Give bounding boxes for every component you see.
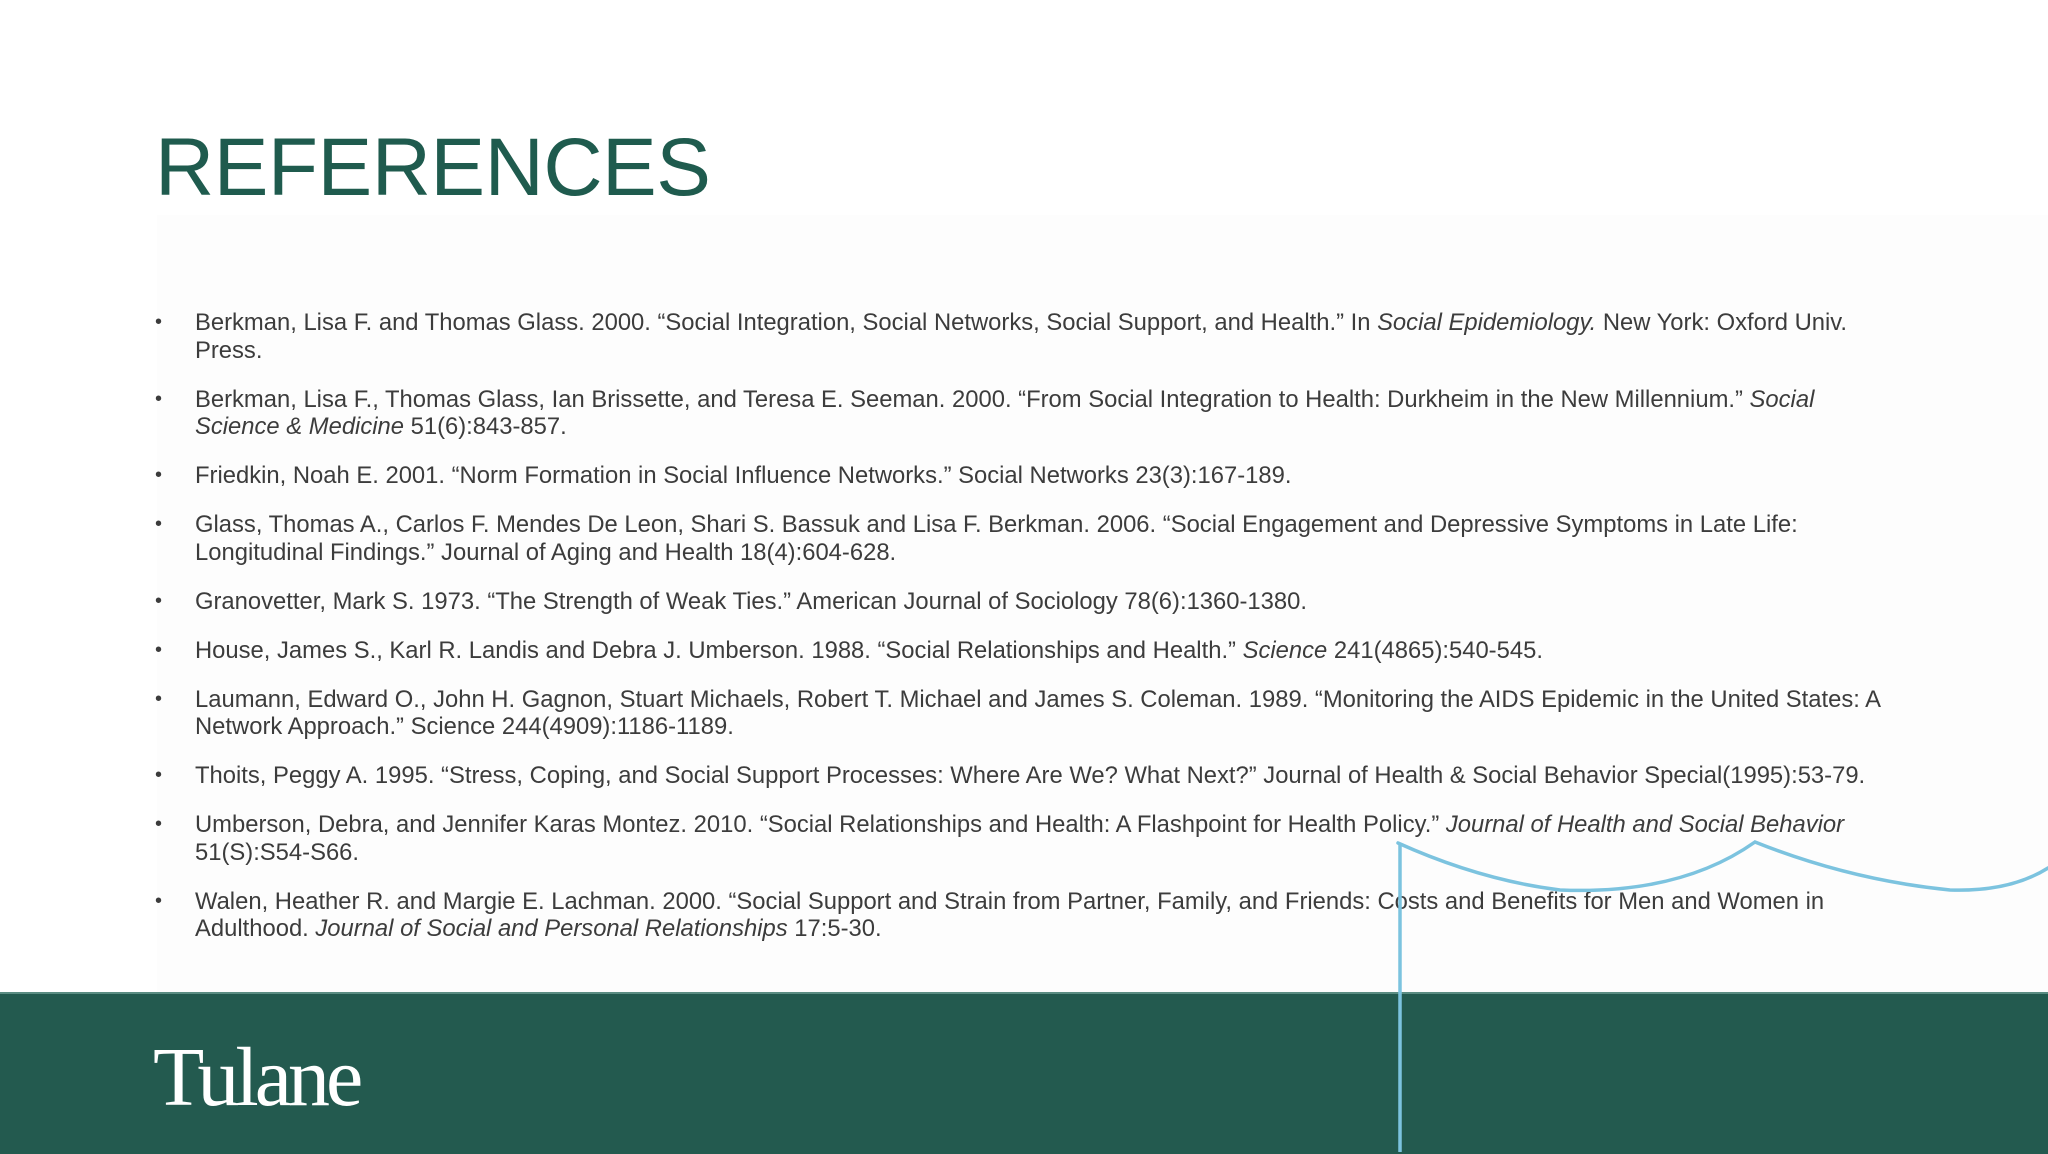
reference-text-end: 241(4865):540-545. bbox=[1327, 636, 1543, 664]
reference-text: Glass, Thomas A., Carlos F. Mendes De Leon, Shari S. Bassuk and Lisa F. Berkman. 2006. “Social Engagement and Depressive Symptoms in Late Life: Longitudinal Findings.” Journal of Aging and Health 18(4):604-628. bbox=[195, 511, 1798, 566]
tulane-logo: Tulane bbox=[153, 1031, 360, 1124]
reference-text-end: 51(S):S54-S66. bbox=[195, 838, 360, 866]
page-title: REFERENCES bbox=[155, 122, 711, 213]
reference-item bbox=[155, 462, 1895, 490]
reference-text-end: 51(6):843-857. bbox=[404, 413, 567, 440]
reference-item bbox=[155, 386, 1895, 441]
bullet-icon: • bbox=[155, 387, 163, 410]
bullet-icon: • bbox=[155, 889, 163, 912]
reference-item bbox=[155, 588, 1895, 616]
reference-item bbox=[155, 309, 1895, 364]
reference-item bbox=[155, 762, 1895, 790]
reference-text: Walen, Heather R. and Margie E. Lachman. 2000. “Social Support and Strain from Partner, Family, and Friends: Costs and Benefits for Men and Women in Adulthood. bbox=[195, 887, 1825, 942]
bullet-icon: • bbox=[155, 638, 163, 661]
reference-item bbox=[155, 511, 1895, 566]
reference-text: Thoits, Peggy A. 1995. “Stress, Coping, and Social Support Processes: Where Are We? What Next?” Journal of Health & Social Behavior Special(1995):53-79. bbox=[195, 762, 1866, 789]
bullet-icon: • bbox=[155, 813, 163, 835]
reference-source: Science bbox=[1242, 636, 1328, 664]
bullet-icon: • bbox=[155, 464, 163, 486]
reference-text: Umberson, Debra, and Jennifer Karas Montez. 2010. “Social Relationships and Health: A Flashpoint for Health Policy.” bbox=[195, 811, 1446, 838]
reference-source: Social Science & Medicine bbox=[195, 385, 1815, 440]
reference-text: Berkman, Lisa F., Thomas Glass, Ian Brissette, and Teresa E. Seeman. 2000. “From Social Integration to Health: Durkheim in the New Millennium.” bbox=[195, 385, 1750, 413]
bullet-icon: • bbox=[155, 764, 163, 786]
bullet-icon: • bbox=[155, 687, 163, 710]
reference-list bbox=[155, 309, 1895, 964]
reference-text: Granovetter, Mark S. 1973. “The Strength of Weak Ties.” American Journal of Sociology 78(6):1360-1380. bbox=[195, 587, 1307, 615]
reference-source: Journal of Social and Personal Relationships bbox=[315, 915, 788, 942]
reference-source: Journal of Health and Social Behavior bbox=[1445, 811, 1845, 838]
reference-text: Laumann, Edward O., John H. Gagnon, Stuart Michaels, Robert T. Michael and James S. Coleman. 1989. “Monitoring the AIDS Epidemic in the United States: A Network Approach.” Science 244(4909):1186-1189. bbox=[195, 685, 1880, 740]
reference-text: Friedkin, Noah E. 2001. “Norm Formation in Social Influence Networks.” Social Networks 23(3):167-189. bbox=[195, 462, 1292, 489]
reference-item bbox=[155, 811, 1895, 866]
reference-text-end: 17:5-30. bbox=[787, 915, 882, 942]
bullet-icon: • bbox=[155, 513, 163, 535]
bullet-icon: • bbox=[155, 589, 163, 612]
reference-text-end: New York: Oxford Univ. Press. bbox=[195, 309, 1848, 364]
reference-source: Social Epidemiology. bbox=[1377, 309, 1597, 336]
reference-text: Berkman, Lisa F. and Thomas Glass. 2000. “Social Integration, Social Networks, Social Support, and Health.” In bbox=[195, 309, 1378, 336]
reference-text: House, James S., Karl R. Landis and Debra J. Umberson. 1988. “Social Relationships and Health.” bbox=[195, 636, 1243, 664]
reference-item bbox=[155, 686, 1895, 741]
bullet-icon: • bbox=[155, 311, 163, 333]
reference-item bbox=[155, 888, 1895, 943]
reference-item bbox=[155, 637, 1895, 665]
